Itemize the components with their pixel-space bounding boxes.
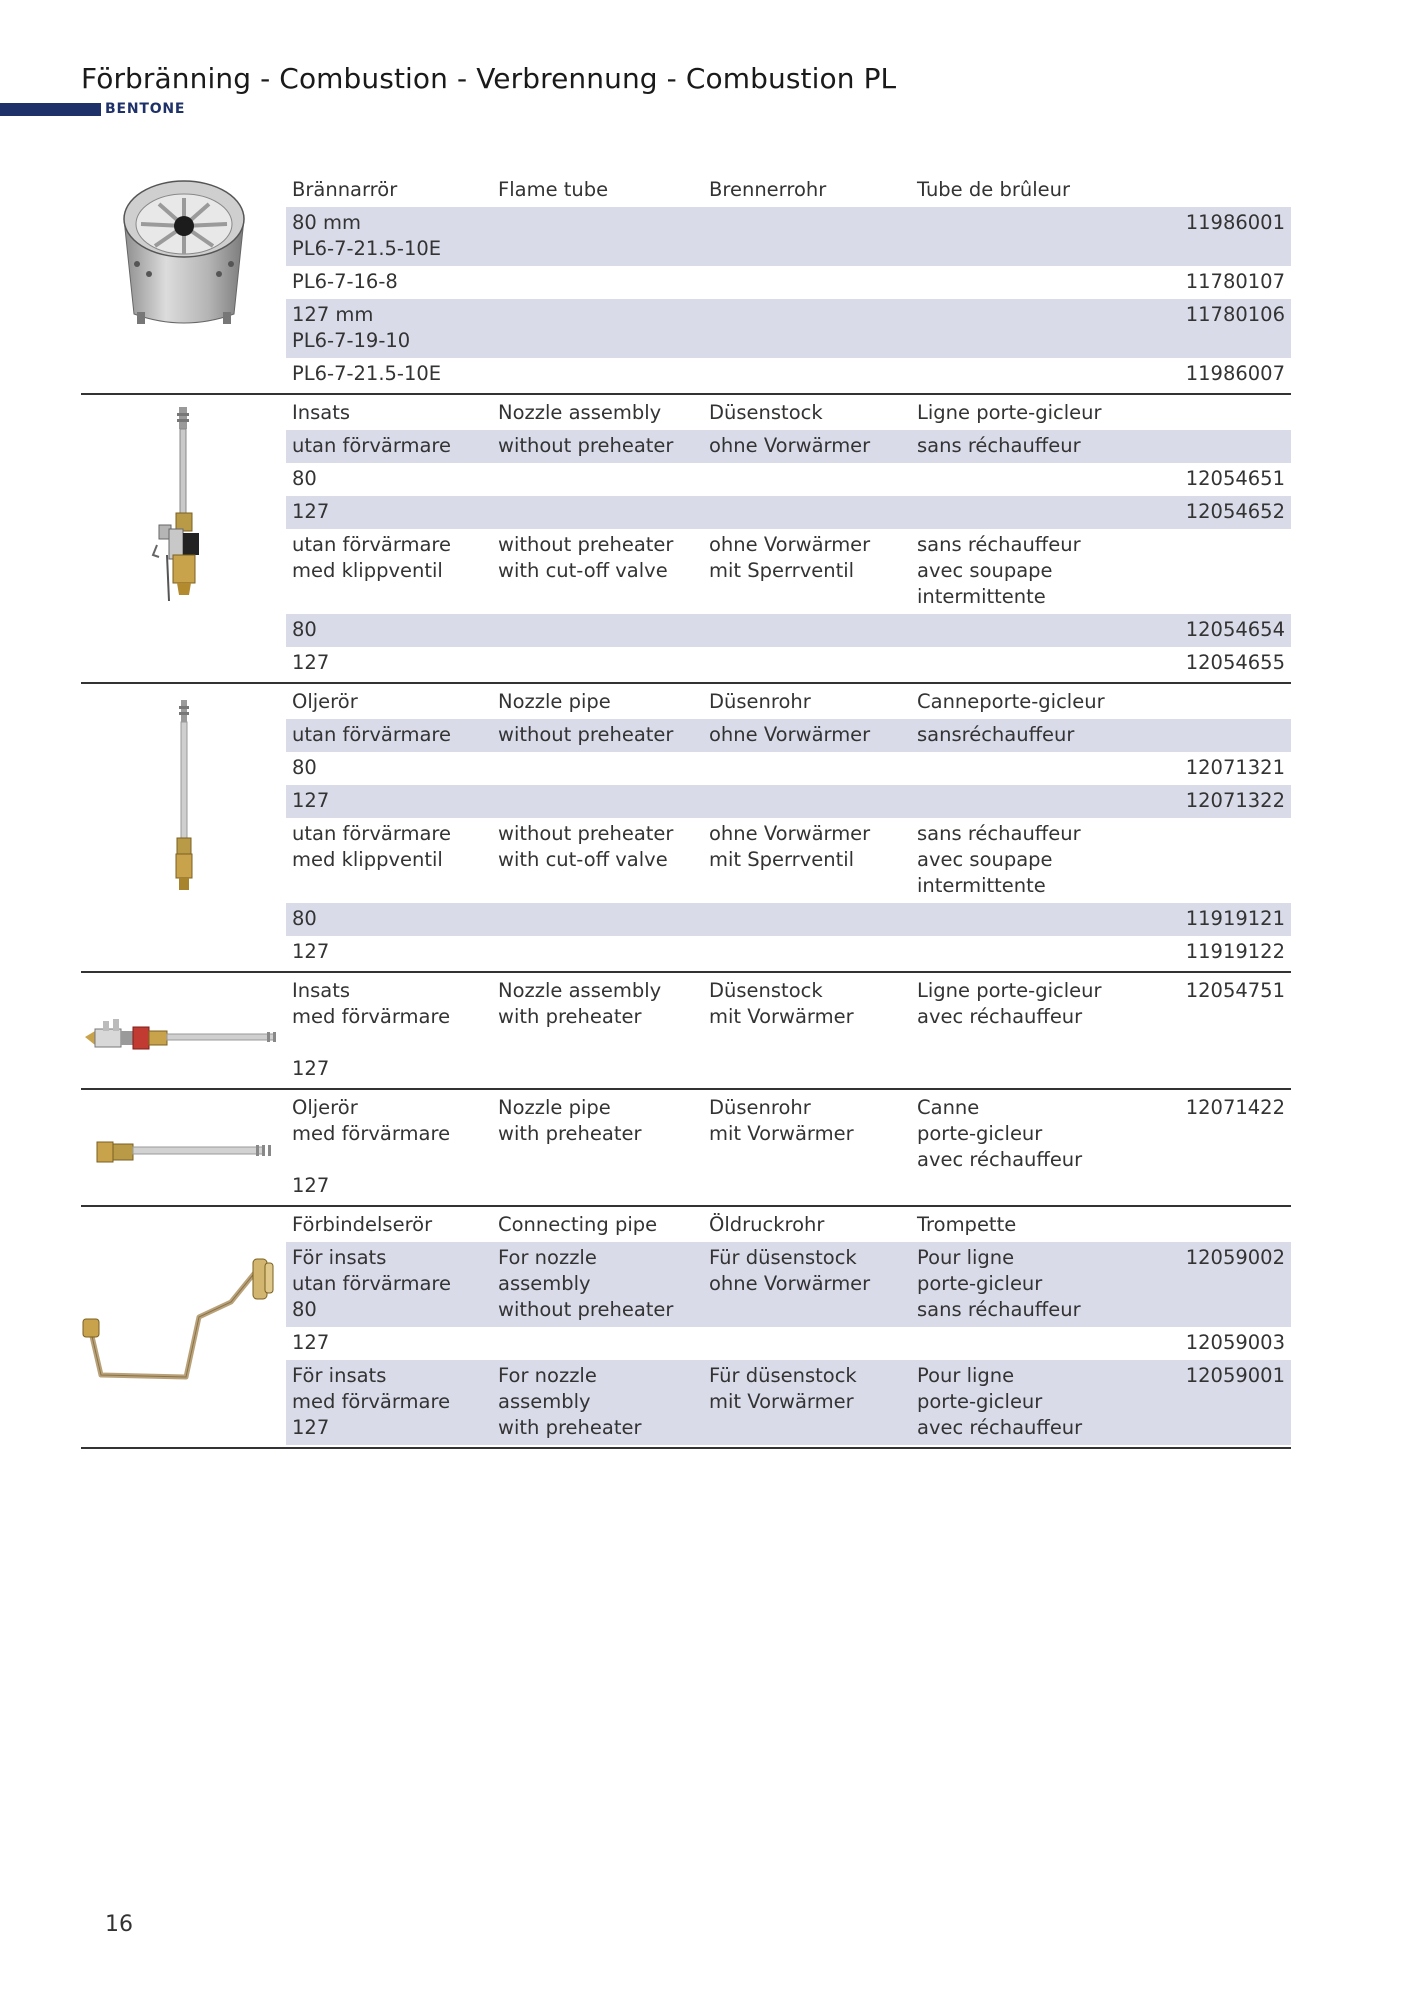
- table-row: [286, 207, 1291, 266]
- german-cell: [709, 788, 917, 814]
- article-number-cell: [1167, 177, 1285, 203]
- swedish-cell: 80 mm PL6-7-21.5-10E: [292, 211, 442, 260]
- article-number-cell: 11780107: [1185, 270, 1285, 293]
- nozzle-assembly-image: [81, 405, 286, 605]
- french-cell: sans réchauffeur: [917, 434, 1081, 457]
- english-cell: [498, 499, 709, 525]
- nozzle-assembly-preheater-image: [81, 1005, 286, 1065]
- english-cell: [498, 650, 709, 676]
- english-cell: [498, 1330, 709, 1356]
- catalog-section: [81, 975, 1291, 1090]
- english-cell: [498, 269, 709, 295]
- french-cell: Canneporte-gicleur: [917, 690, 1105, 713]
- english-cell: [498, 617, 709, 643]
- article-number-cell: 11986001: [1185, 211, 1285, 234]
- swedish-cell: 127 mm PL6-7-19-10: [292, 303, 411, 352]
- french-cell: Pour ligne porte-gicleur sans réchauffeur: [917, 1246, 1081, 1321]
- table-row: [286, 358, 1291, 391]
- german-cell: [709, 466, 917, 492]
- table-row: [286, 1092, 1291, 1203]
- article-number-cell: 11919122: [1185, 940, 1285, 963]
- table-row: [286, 719, 1291, 752]
- table-row: [286, 975, 1291, 1086]
- page-number: 16: [105, 1912, 133, 1937]
- french-cell: Ligne porte-gicleur: [917, 401, 1102, 424]
- article-number-cell: 12071322: [1185, 789, 1285, 812]
- english-cell: without preheater: [498, 723, 674, 746]
- french-cell: [917, 617, 1167, 643]
- english-cell: For nozzle assembly without preheater: [498, 1246, 674, 1321]
- german-cell: Für düsenstock mit Vorwärmer: [709, 1364, 857, 1413]
- catalog-section: [81, 397, 1291, 684]
- french-cell: [917, 210, 1167, 262]
- english-cell: [498, 788, 709, 814]
- german-cell: [709, 906, 917, 932]
- french-cell: Pour ligne porte-gicleur avec réchauffeur: [917, 1364, 1083, 1439]
- table-row: [286, 785, 1291, 818]
- french-cell: [917, 788, 1167, 814]
- swedish-cell: Förbindelserör: [292, 1213, 433, 1236]
- swedish-cell: 80: [292, 907, 317, 930]
- english-cell: Connecting pipe: [498, 1213, 658, 1236]
- french-cell: Trompette: [917, 1213, 1017, 1236]
- french-cell: [917, 499, 1167, 525]
- swedish-cell: 127: [292, 789, 330, 812]
- swedish-cell: 127: [292, 1331, 330, 1354]
- english-cell: [498, 466, 709, 492]
- table-row: [286, 430, 1291, 463]
- french-cell: Tube de brûleur: [917, 178, 1071, 201]
- swedish-cell: För insats med förvärmare 127: [292, 1364, 451, 1439]
- german-cell: [709, 617, 917, 643]
- article-number-cell: 12059002: [1185, 1246, 1285, 1269]
- table-row: [286, 1360, 1291, 1445]
- english-cell: [498, 755, 709, 781]
- french-cell: [917, 939, 1167, 965]
- article-number-cell: [1167, 722, 1285, 748]
- english-cell: without preheater: [498, 434, 674, 457]
- german-cell: [709, 755, 917, 781]
- table-row: [286, 529, 1291, 614]
- table-row: [286, 1209, 1291, 1242]
- catalog-section: [81, 174, 1291, 395]
- article-number-cell: 12059003: [1185, 1331, 1285, 1354]
- connecting-pipe-image: [81, 1257, 286, 1387]
- table-row: [286, 686, 1291, 719]
- table-row: [286, 818, 1291, 903]
- german-cell: Düsenrohr: [709, 690, 811, 713]
- nozzle-pipe-preheater-image: [81, 1132, 286, 1172]
- french-cell: Canne porte-gicleur avec réchauffeur: [917, 1096, 1083, 1171]
- catalog-section: [81, 1092, 1291, 1207]
- article-number-cell: [1167, 433, 1285, 459]
- article-number-cell: [1167, 532, 1285, 610]
- article-number-cell: 11919121: [1185, 907, 1285, 930]
- brand-label: BENTONE: [105, 101, 186, 117]
- table-row: [286, 752, 1291, 785]
- article-number-cell: [1167, 1212, 1285, 1238]
- article-number-cell: 12054651: [1185, 467, 1285, 490]
- german-cell: Düsenstock: [709, 401, 823, 424]
- table-row: [286, 174, 1291, 207]
- page-title: Förbränning - Combustion - Verbrennung - Combustion PL: [81, 62, 897, 95]
- swedish-cell: Insats: [292, 401, 351, 424]
- german-cell: Für düsenstock ohne Vorwärmer: [709, 1246, 871, 1295]
- english-cell: [498, 361, 709, 387]
- english-cell: Nozzle pipe with preheater: [498, 1096, 642, 1145]
- french-cell: sansréchauffeur: [917, 723, 1075, 746]
- german-cell: ohne Vorwärmer mit Sperrventil: [709, 822, 871, 871]
- english-cell: [498, 906, 709, 932]
- article-number-cell: 12054751: [1185, 979, 1285, 1002]
- english-cell: Flame tube: [498, 178, 609, 201]
- swedish-cell: PL6-7-16-8: [292, 270, 398, 293]
- french-cell: sans réchauffeur avec soupape intermittente: [917, 533, 1081, 608]
- table-row: [286, 299, 1291, 358]
- brand-bar: [0, 103, 101, 116]
- table-row: [286, 614, 1291, 647]
- french-cell: [917, 650, 1167, 676]
- swedish-cell: utan förvärmare med klippventil: [292, 533, 452, 582]
- table-row: [286, 463, 1291, 496]
- article-number-cell: 11986007: [1185, 362, 1285, 385]
- german-cell: [709, 1330, 917, 1356]
- table-row: [286, 1242, 1291, 1327]
- article-number-cell: 12071422: [1185, 1096, 1285, 1119]
- french-cell: [917, 361, 1167, 387]
- english-cell: Nozzle pipe: [498, 690, 611, 713]
- flame-tube-image: [81, 174, 286, 334]
- french-cell: [917, 302, 1167, 354]
- swedish-cell: utan förvärmare: [292, 723, 452, 746]
- article-number-cell: 11780106: [1185, 303, 1285, 326]
- article-number-cell: 12054655: [1185, 651, 1285, 674]
- swedish-cell: utan förvärmare med klippventil: [292, 822, 452, 871]
- german-cell: Brennerrohr: [709, 178, 827, 201]
- table-row: [286, 496, 1291, 529]
- table-row: [286, 903, 1291, 936]
- french-cell: [917, 269, 1167, 295]
- article-number-cell: [1167, 400, 1285, 426]
- parts-catalog: [81, 174, 1291, 1449]
- german-cell: [709, 210, 917, 262]
- swedish-cell: Oljerör: [292, 690, 358, 713]
- french-cell: [917, 906, 1167, 932]
- swedish-cell: Oljerör med förvärmare 127: [292, 1096, 451, 1197]
- english-cell: Nozzle assembly: [498, 401, 662, 424]
- swedish-cell: 127: [292, 940, 330, 963]
- swedish-cell: För insats utan förvärmare 80: [292, 1246, 452, 1321]
- table-row: [286, 266, 1291, 299]
- french-cell: sans réchauffeur avec soupape intermittente: [917, 822, 1081, 897]
- english-cell: [498, 939, 709, 965]
- article-number-cell: 12054652: [1185, 500, 1285, 523]
- french-cell: [917, 466, 1167, 492]
- english-cell: without preheater with cut-off valve: [498, 822, 674, 871]
- swedish-cell: 127: [292, 651, 330, 674]
- french-cell: [917, 1330, 1167, 1356]
- german-cell: [709, 302, 917, 354]
- swedish-cell: utan förvärmare: [292, 434, 452, 457]
- german-cell: [709, 361, 917, 387]
- german-cell: [709, 269, 917, 295]
- english-cell: without preheater with cut-off valve: [498, 533, 674, 582]
- table-row: [286, 647, 1291, 680]
- swedish-cell: PL6-7-21.5-10E: [292, 362, 442, 385]
- swedish-cell: 80: [292, 618, 317, 641]
- german-cell: ohne Vorwärmer mit Sperrventil: [709, 533, 871, 582]
- table-row: [286, 936, 1291, 969]
- swedish-cell: 80: [292, 756, 317, 779]
- french-cell: Ligne porte-gicleur avec réchauffeur: [917, 979, 1102, 1028]
- swedish-cell: Insats med förvärmare 127: [292, 979, 451, 1080]
- nozzle-pipe-image: [81, 698, 286, 898]
- english-cell: For nozzle assembly with preheater: [498, 1364, 642, 1439]
- catalog-section: [81, 686, 1291, 973]
- swedish-cell: 80: [292, 467, 317, 490]
- table-row: [286, 1327, 1291, 1360]
- german-cell: ohne Vorwärmer: [709, 434, 871, 457]
- french-cell: [917, 755, 1167, 781]
- swedish-cell: Brännarrör: [292, 178, 398, 201]
- german-cell: [709, 650, 917, 676]
- german-cell: [709, 939, 917, 965]
- german-cell: Düsenstock mit Vorwärmer: [709, 979, 854, 1028]
- article-number-cell: 12071321: [1185, 756, 1285, 779]
- english-cell: [498, 210, 709, 262]
- article-number-cell: [1167, 689, 1285, 715]
- swedish-cell: 127: [292, 500, 330, 523]
- german-cell: ohne Vorwärmer: [709, 723, 871, 746]
- article-number-cell: [1167, 821, 1285, 899]
- article-number-cell: 12054654: [1185, 618, 1285, 641]
- german-cell: Öldruckrohr: [709, 1213, 825, 1236]
- german-cell: [709, 499, 917, 525]
- article-number-cell: 12059001: [1185, 1364, 1285, 1387]
- table-row: [286, 397, 1291, 430]
- catalog-section: [81, 1209, 1291, 1449]
- german-cell: Düsenrohr mit Vorwärmer: [709, 1096, 854, 1145]
- english-cell: [498, 302, 709, 354]
- english-cell: Nozzle assembly with preheater: [498, 979, 662, 1028]
